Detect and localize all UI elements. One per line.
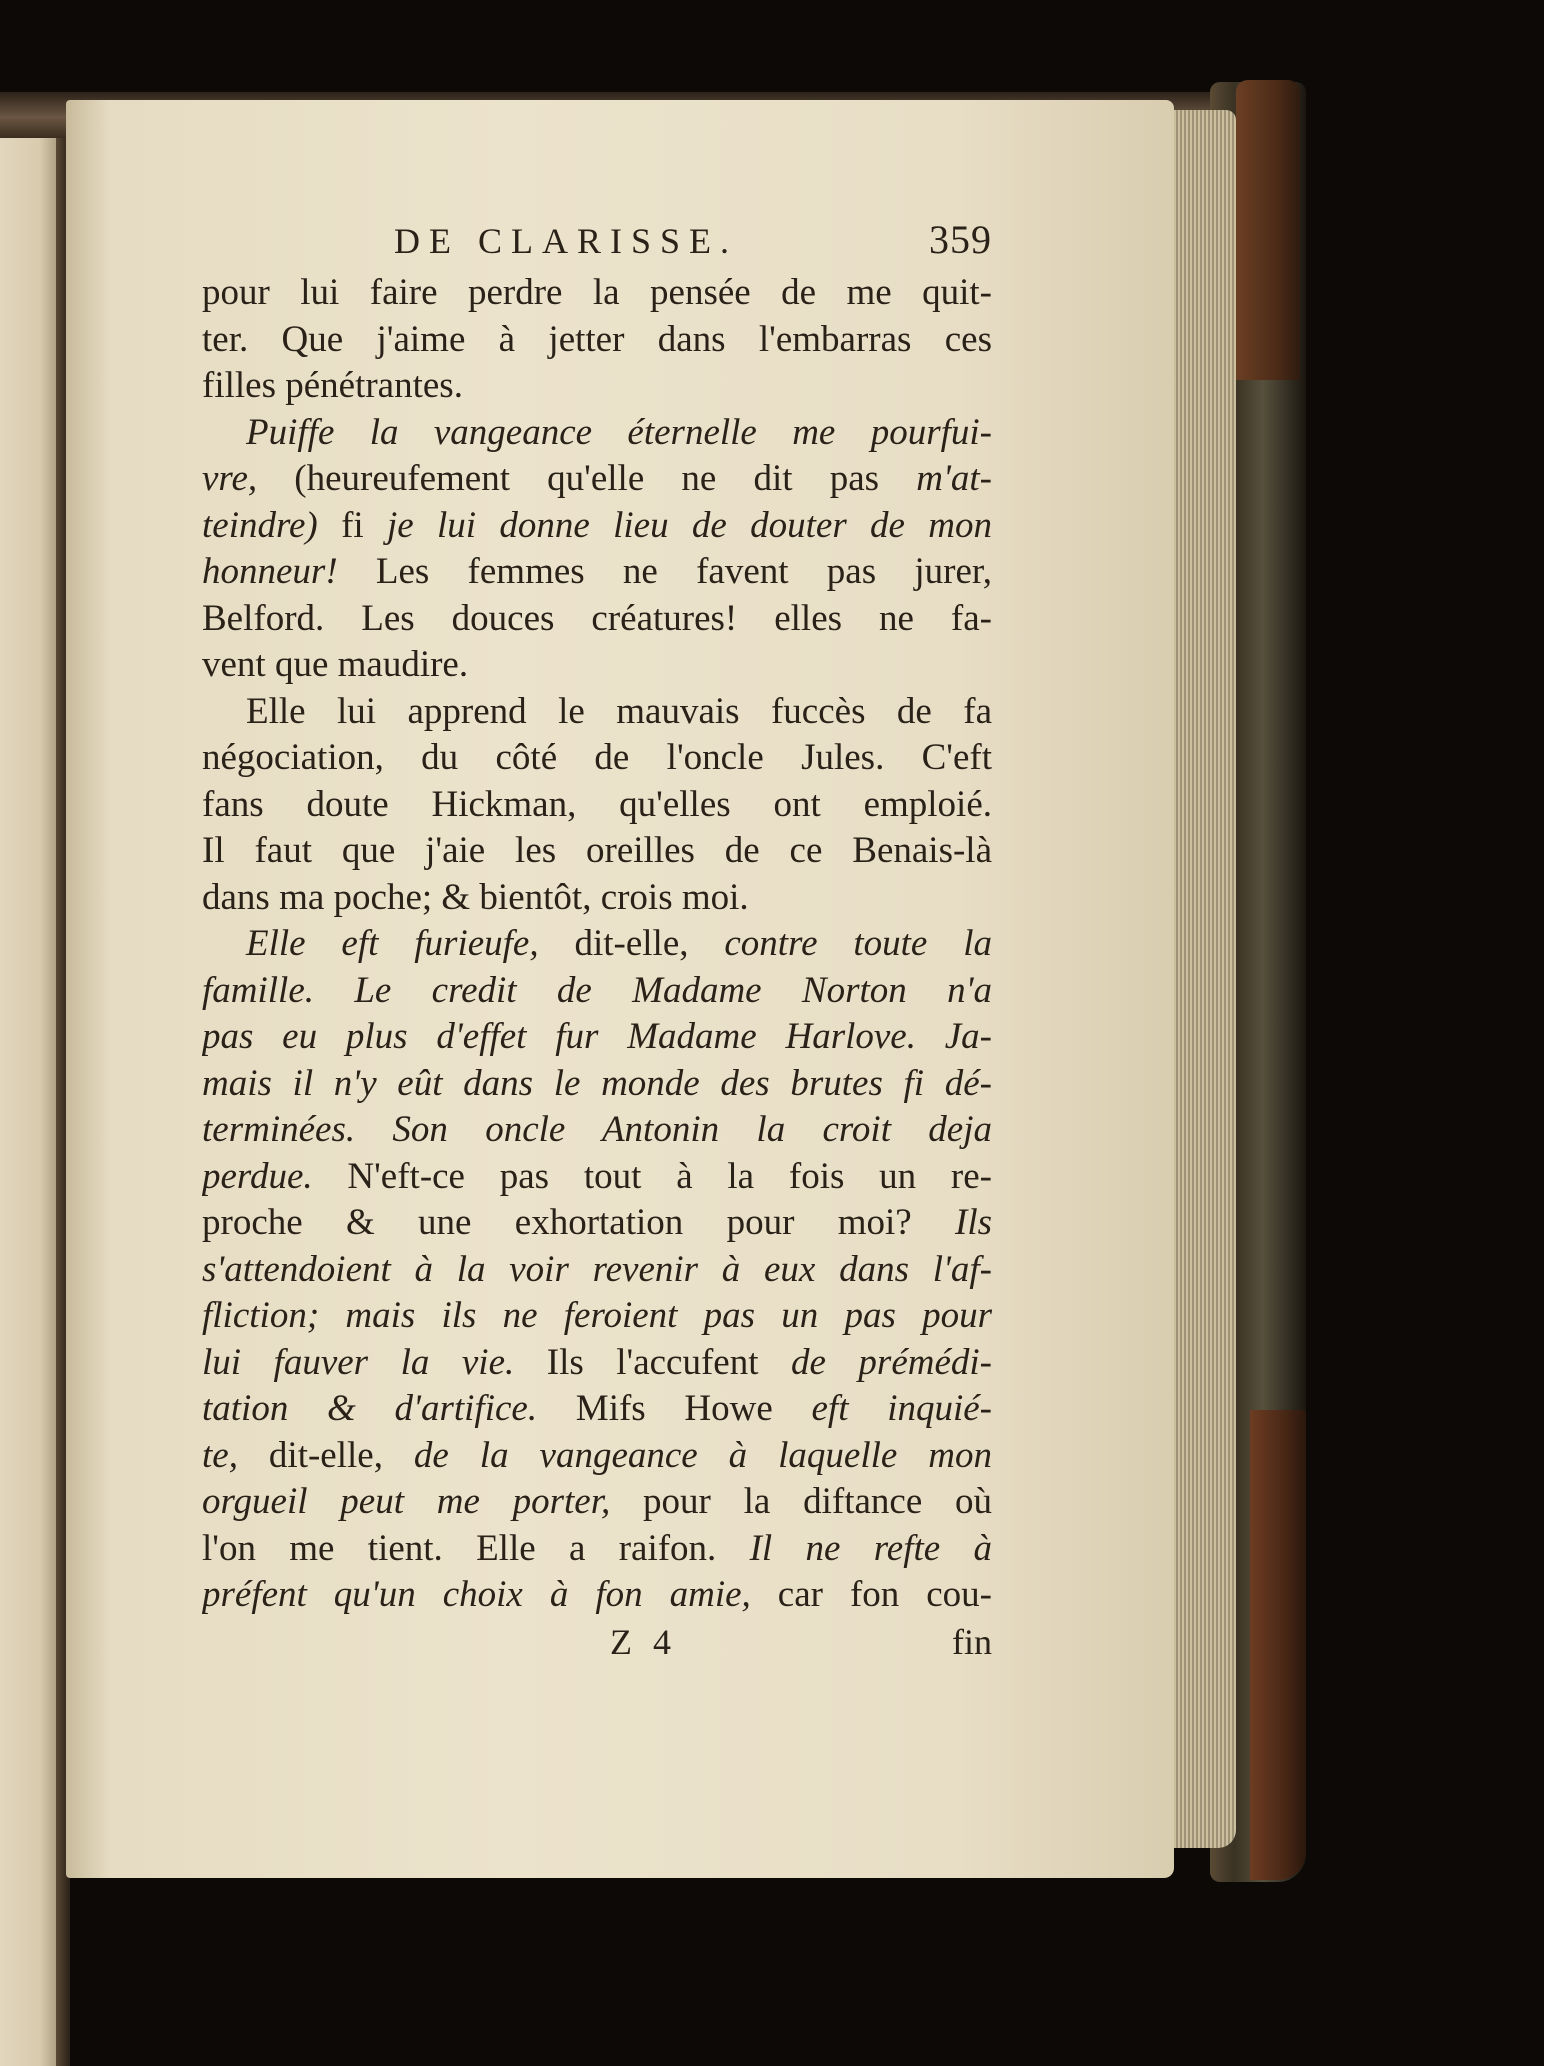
- text-line: [202, 270, 992, 317]
- roman-text: Belford. Les douces créatures! elles ne fa-: [202, 597, 992, 639]
- roman-text: ter. Que j'aime à jetter dans l'embarras ces: [202, 318, 992, 360]
- page-footer: [202, 1621, 992, 1671]
- text-line: [202, 596, 992, 643]
- body-text: [202, 270, 992, 1619]
- italic-text: m'at-: [916, 458, 992, 499]
- leather-corner-top: [1236, 80, 1300, 380]
- roman-text: Ils l'accufent: [546, 1341, 791, 1383]
- text-line: [202, 1154, 992, 1201]
- italic-text: fliction; mais ils ne feroient pas un pas pour: [202, 1295, 992, 1336]
- text-line: [202, 1433, 992, 1480]
- italic-text: Il ne refte à: [749, 1527, 992, 1569]
- text-line: [202, 735, 992, 782]
- italic-text: tation & d'artifice.: [202, 1388, 576, 1429]
- italic-text: je lui donne lieu de douter de mon: [386, 504, 992, 546]
- roman-text: dans ma poche; & bientôt, crois moi.: [202, 876, 749, 918]
- text-line: [202, 1247, 992, 1294]
- text-line: [202, 503, 992, 550]
- roman-text: pour lui faire perdre la pensée de me quit-: [202, 272, 992, 313]
- page-edges: [1170, 110, 1236, 1848]
- italic-text: terminées. Son oncle Antonin la croit deja: [202, 1109, 992, 1150]
- leather-corner-bottom: [1250, 1410, 1306, 1880]
- text-line: [202, 642, 992, 689]
- running-title: DE CLARISSE.: [394, 221, 739, 261]
- roman-text: (heureufement qu'elle ne dit pas: [294, 458, 917, 499]
- roman-text: car fon cou-: [777, 1574, 992, 1615]
- roman-text: Il faut que j'aie les oreilles de ce Benais-là: [202, 830, 992, 871]
- roman-text: proche & une exhortation pour moi?: [202, 1202, 955, 1243]
- text-line: [202, 1572, 992, 1619]
- text-line: [202, 968, 992, 1015]
- italic-text: de la vangeance à laquelle mon: [413, 1434, 992, 1476]
- text-line: [202, 1107, 992, 1154]
- roman-text: vent que maudire.: [202, 644, 469, 685]
- roman-text: fans doute Hickman, qu'elles ont emploié.: [202, 783, 992, 825]
- italic-text: vre,: [202, 458, 295, 499]
- text-line: [202, 689, 992, 736]
- text-block: [202, 216, 992, 1671]
- text-line: [202, 456, 992, 503]
- text-line: [202, 363, 992, 410]
- catchword: fin: [952, 1621, 992, 1662]
- text-line: [202, 1293, 992, 1340]
- italic-text: honneur!: [202, 551, 376, 592]
- roman-text: pour la diftance où: [643, 1481, 992, 1522]
- roman-text: négociation, du côté de l'oncle Jules. C'eft: [202, 737, 992, 778]
- text-line: [202, 549, 992, 596]
- text-line: [202, 921, 992, 968]
- roman-text: dit-elle,: [268, 1434, 414, 1476]
- italic-text: te,: [202, 1434, 269, 1476]
- text-line: [202, 1061, 992, 1108]
- roman-text: Mifs Howe: [575, 1388, 812, 1429]
- roman-text: dit-elle,: [574, 923, 725, 964]
- page-number: 359: [929, 217, 992, 262]
- roman-text: N'eft-ce pas tout à la fois un re-: [347, 1155, 992, 1197]
- page-header: [202, 216, 992, 268]
- roman-text: filles pénétrantes.: [202, 365, 463, 406]
- text-line: [202, 1340, 992, 1387]
- text-line: [202, 875, 992, 922]
- italic-text: orgueil peut me porter,: [202, 1481, 644, 1522]
- italic-text: eft inquié-: [811, 1388, 992, 1429]
- italic-text: perdue.: [202, 1155, 348, 1197]
- text-line: [202, 1014, 992, 1061]
- italic-text: préfent qu'un choix à fon amie,: [202, 1574, 778, 1615]
- roman-text: Elle lui apprend le mauvais fuccès de fa: [246, 690, 992, 732]
- italic-text: Puiffe la vangeance éternelle me pourfui-: [246, 411, 992, 453]
- italic-text: Ils: [955, 1202, 992, 1243]
- italic-text: lui fauver la vie.: [202, 1341, 547, 1383]
- roman-text: l'on me tient. Elle a raifon.: [202, 1527, 750, 1569]
- text-line: [202, 410, 992, 457]
- italic-text: teindre): [202, 504, 342, 546]
- text-line: [202, 1200, 992, 1247]
- text-line: [202, 828, 992, 875]
- text-line: [202, 1479, 992, 1526]
- signature-mark: Z 4: [610, 1621, 677, 1662]
- text-line: [202, 1526, 992, 1573]
- italic-text: Elle eft furieufe,: [246, 923, 575, 964]
- italic-text: famille. Le credit de Madame Norton n'a: [202, 969, 992, 1011]
- italic-text: pas eu plus d'effet fur Madame Harlove. Ja-: [202, 1016, 992, 1057]
- text-line: [202, 317, 992, 364]
- italic-text: contre toute la: [724, 923, 992, 964]
- italic-text: mais il n'y eût dans le monde des brutes fi dé-: [202, 1062, 992, 1104]
- roman-text: fi: [341, 504, 387, 546]
- text-line: [202, 782, 992, 829]
- text-line: [202, 1386, 992, 1433]
- italic-text: s'attendoient à la voir revenir à eux dans l'af-: [202, 1248, 992, 1290]
- italic-text: de prémédi-: [791, 1341, 992, 1383]
- roman-text: Les femmes ne favent pas jurer,: [375, 551, 992, 592]
